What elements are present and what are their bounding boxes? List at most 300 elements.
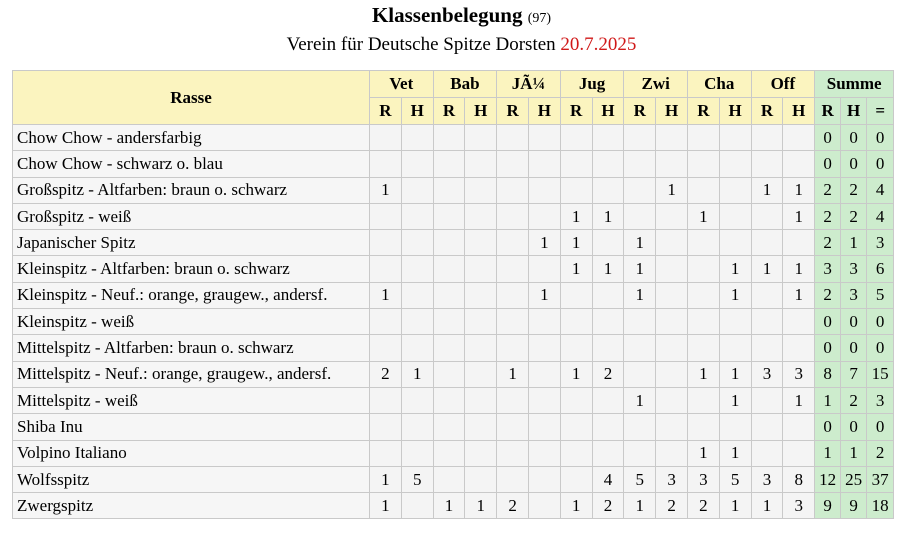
count-cell [370,414,402,440]
count-cell: 5 [401,466,433,492]
sum-cell: 1 [815,440,841,466]
sum-sub-header: = [867,98,894,125]
breed-name: Mittelspitz - Neuf.: orange, graugew., andersf. [13,361,370,387]
count-cell [719,335,751,361]
count-cell [592,125,624,151]
sum-cell: 0 [815,151,841,177]
count-cell [656,414,688,440]
count-cell: 2 [592,493,624,519]
count-cell [433,387,465,413]
table-row [13,230,894,256]
count-cell [465,335,497,361]
table-row [13,203,894,229]
class-table [12,70,894,519]
count-cell [528,466,560,492]
breed-name: Kleinspitz - Altfarben: braun o. schwarz [13,256,370,282]
title-text: Klassenbelegung [371,3,523,27]
count-cell: 2 [370,361,402,387]
count-cell: 1 [624,387,656,413]
page-title [0,2,923,32]
count-cell [656,387,688,413]
count-cell [656,440,688,466]
count-cell [497,151,529,177]
count-cell: 1 [528,230,560,256]
count-cell [401,177,433,203]
sum-cell: 4 [867,177,894,203]
count-cell: 1 [433,493,465,519]
count-cell [751,440,783,466]
sum-cell: 3 [815,256,841,282]
count-cell [433,203,465,229]
breed-name: Mittelspitz - weiß [13,387,370,413]
count-cell: 2 [592,361,624,387]
table-row [13,282,894,308]
count-cell: 1 [783,256,815,282]
count-cell: 1 [783,282,815,308]
count-cell [656,125,688,151]
sum-cell: 0 [841,151,867,177]
sum-cell: 8 [815,361,841,387]
sub-header: R [433,98,465,125]
count-cell [624,361,656,387]
sum-cell: 0 [867,151,894,177]
count-cell [433,466,465,492]
count-cell [370,309,402,335]
count-cell: 1 [528,282,560,308]
sum-cell: 2 [841,203,867,229]
sub-header: H [528,98,560,125]
count-cell: 1 [560,203,592,229]
count-cell [624,203,656,229]
count-cell [497,309,529,335]
breed-name: Großspitz - Altfarben: braun o. schwarz [13,177,370,203]
breed-name: Großspitz - weiß [13,203,370,229]
count-cell: 2 [656,493,688,519]
count-cell: 1 [687,361,719,387]
count-cell [465,125,497,151]
class-header: Zwi [624,71,688,98]
count-cell [783,414,815,440]
count-cell [592,414,624,440]
sum-cell: 3 [867,387,894,413]
sum-header: Summe [815,71,894,98]
count-cell: 1 [783,387,815,413]
sum-cell: 9 [841,493,867,519]
count-cell [719,414,751,440]
breed-name: Kleinspitz - weiß [13,309,370,335]
sum-cell: 0 [841,335,867,361]
count-cell [528,256,560,282]
count-cell [751,203,783,229]
count-cell: 3 [783,361,815,387]
count-cell [687,309,719,335]
count-cell [465,230,497,256]
count-cell [528,387,560,413]
count-cell [465,466,497,492]
count-cell: 1 [719,361,751,387]
sum-cell: 15 [867,361,894,387]
breed-name: Wolfsspitz [13,466,370,492]
count-cell [465,256,497,282]
sum-cell: 7 [841,361,867,387]
sub-header: H [465,98,497,125]
count-cell: 2 [687,493,719,519]
count-cell [592,151,624,177]
count-cell [656,230,688,256]
count-cell: 8 [783,466,815,492]
page-subtitle [0,32,923,58]
count-cell [401,256,433,282]
sum-cell: 2 [815,177,841,203]
sum-cell: 37 [867,466,894,492]
table-row [13,361,894,387]
sub-header: R [497,98,529,125]
count-cell: 1 [497,361,529,387]
class-header: JÃ¼ [497,71,561,98]
count-cell [656,335,688,361]
breed-column-header: Rasse [13,71,370,125]
count-cell: 1 [560,361,592,387]
count-cell: 1 [656,177,688,203]
entry-count: (97) [527,11,552,26]
class-header: Jug [560,71,624,98]
count-cell [497,387,529,413]
count-cell [370,256,402,282]
breed-name: Japanischer Spitz [13,230,370,256]
class-header: Vet [370,71,434,98]
count-cell [433,177,465,203]
count-cell [592,387,624,413]
count-cell: 4 [592,466,624,492]
count-cell [497,282,529,308]
breed-name: Zwergspitz [13,493,370,519]
sum-cell: 6 [867,256,894,282]
count-cell [560,387,592,413]
count-cell [401,203,433,229]
count-cell: 1 [370,493,402,519]
count-cell [719,203,751,229]
table-row [13,493,894,519]
table-row [13,335,894,361]
count-cell [370,203,402,229]
count-cell [751,335,783,361]
count-cell [560,125,592,151]
count-cell [465,309,497,335]
count-cell: 1 [624,230,656,256]
count-cell [687,335,719,361]
count-cell [528,361,560,387]
breed-name: Volpino Italiano [13,440,370,466]
count-cell: 5 [624,466,656,492]
count-cell [370,335,402,361]
count-cell [751,309,783,335]
club-name: Verein für Deutsche Spitze Dorsten [286,34,556,55]
count-cell [497,414,529,440]
count-cell: 1 [687,440,719,466]
count-cell [497,230,529,256]
count-cell [560,466,592,492]
sum-cell: 3 [867,230,894,256]
count-cell [624,414,656,440]
sum-cell: 1 [841,440,867,466]
count-cell [624,125,656,151]
count-cell [719,151,751,177]
count-cell [751,125,783,151]
count-cell [687,256,719,282]
sum-cell: 12 [815,466,841,492]
count-cell [497,203,529,229]
sum-cell: 4 [867,203,894,229]
count-cell [370,230,402,256]
count-cell: 1 [719,493,751,519]
count-cell [370,387,402,413]
count-cell: 3 [751,361,783,387]
sum-sub-header: H [841,98,867,125]
count-cell: 1 [719,256,751,282]
count-cell [751,282,783,308]
class-header: Off [751,71,815,98]
count-cell [528,151,560,177]
count-cell [624,309,656,335]
count-cell: 1 [624,493,656,519]
table-row [13,387,894,413]
count-cell [433,309,465,335]
count-cell [401,309,433,335]
count-cell: 1 [370,466,402,492]
count-cell [656,256,688,282]
count-cell [656,203,688,229]
sum-cell: 18 [867,493,894,519]
count-cell [497,177,529,203]
sub-header: R [624,98,656,125]
count-cell [719,125,751,151]
count-cell [560,151,592,177]
sum-cell: 5 [867,282,894,308]
sum-cell: 0 [815,335,841,361]
count-cell: 1 [783,177,815,203]
table-row [13,309,894,335]
count-cell [656,361,688,387]
count-cell [528,493,560,519]
count-cell [401,387,433,413]
breed-name: Mittelspitz - Altfarben: braun o. schwarz [13,335,370,361]
sub-header: H [592,98,624,125]
count-cell [401,125,433,151]
count-cell [592,309,624,335]
count-cell: 3 [687,466,719,492]
breed-name: Chow Chow - andersfarbig [13,125,370,151]
count-cell: 1 [560,256,592,282]
count-cell [656,309,688,335]
count-cell [656,151,688,177]
count-cell [497,466,529,492]
count-cell [433,256,465,282]
count-cell: 1 [401,361,433,387]
count-cell [497,440,529,466]
count-cell: 5 [719,466,751,492]
count-cell [401,151,433,177]
count-cell [687,177,719,203]
count-cell [624,151,656,177]
sum-cell: 0 [815,309,841,335]
sum-cell: 0 [815,125,841,151]
count-cell [433,230,465,256]
count-cell [401,440,433,466]
sub-header: H [719,98,751,125]
count-cell [433,335,465,361]
count-cell [719,309,751,335]
count-cell [783,335,815,361]
count-cell [497,125,529,151]
count-cell: 1 [624,282,656,308]
count-cell [751,151,783,177]
count-cell [560,414,592,440]
count-cell [592,177,624,203]
count-cell [401,335,433,361]
sub-header: H [783,98,815,125]
sum-cell: 2 [841,387,867,413]
count-cell [433,414,465,440]
table-row [13,466,894,492]
sum-cell: 3 [841,256,867,282]
count-cell [433,151,465,177]
count-cell [687,414,719,440]
count-cell [624,440,656,466]
count-cell: 3 [656,466,688,492]
count-cell [528,177,560,203]
count-cell [687,387,719,413]
count-cell [719,177,751,203]
count-cell [687,125,719,151]
count-cell: 3 [751,466,783,492]
sum-cell: 25 [841,466,867,492]
count-cell [370,125,402,151]
count-cell [465,177,497,203]
count-cell [401,493,433,519]
count-cell: 1 [687,203,719,229]
count-cell: 1 [719,282,751,308]
count-cell: 2 [497,493,529,519]
count-cell [719,230,751,256]
sub-header: R [751,98,783,125]
table-row [13,151,894,177]
count-cell [687,151,719,177]
count-cell: 3 [783,493,815,519]
count-cell: 1 [624,256,656,282]
sum-cell: 0 [841,309,867,335]
count-cell [560,335,592,361]
sum-cell: 0 [815,414,841,440]
count-cell [560,309,592,335]
count-cell: 1 [560,230,592,256]
count-cell [401,282,433,308]
count-cell [751,387,783,413]
count-cell [783,309,815,335]
count-cell [401,230,433,256]
sum-cell: 1 [841,230,867,256]
count-cell [783,440,815,466]
sum-cell: 0 [867,335,894,361]
count-cell [592,440,624,466]
count-cell [433,125,465,151]
table-row [13,125,894,151]
count-cell [687,230,719,256]
count-cell [528,335,560,361]
count-cell [751,414,783,440]
sum-cell: 0 [841,414,867,440]
count-cell [592,282,624,308]
breed-name: Shiba Inu [13,414,370,440]
count-cell [560,282,592,308]
count-cell: 1 [592,203,624,229]
sum-cell: 2 [841,177,867,203]
count-cell: 1 [560,493,592,519]
sum-cell: 1 [815,387,841,413]
count-cell [497,256,529,282]
count-cell [370,151,402,177]
count-cell [465,282,497,308]
count-cell [465,203,497,229]
count-cell: 1 [719,387,751,413]
count-cell [560,440,592,466]
class-header: Cha [687,71,751,98]
sum-cell: 2 [867,440,894,466]
sum-cell: 2 [815,203,841,229]
sum-cell: 3 [841,282,867,308]
count-cell: 1 [751,256,783,282]
sum-cell: 0 [867,309,894,335]
count-cell: 1 [370,282,402,308]
count-cell [465,387,497,413]
count-cell [751,230,783,256]
count-cell [783,125,815,151]
class-header: Bab [433,71,497,98]
sum-cell: 0 [841,125,867,151]
breed-name: Kleinspitz - Neuf.: orange, graugew., andersf. [13,282,370,308]
count-cell: 1 [370,177,402,203]
count-cell [624,177,656,203]
sum-cell: 2 [815,230,841,256]
count-cell: 1 [592,256,624,282]
count-cell [401,414,433,440]
show-date: 20.7.2025 [560,34,637,55]
count-cell [433,361,465,387]
count-cell [592,335,624,361]
count-cell [497,335,529,361]
count-cell [560,177,592,203]
count-cell [433,282,465,308]
page-header [0,0,923,58]
count-cell [783,230,815,256]
count-cell [465,414,497,440]
count-cell [592,230,624,256]
count-cell [528,125,560,151]
table-row [13,256,894,282]
count-cell [528,203,560,229]
sub-header: R [687,98,719,125]
breed-name: Chow Chow - schwarz o. blau [13,151,370,177]
sum-cell: 0 [867,414,894,440]
count-cell [528,440,560,466]
count-cell [433,440,465,466]
count-cell [783,151,815,177]
sum-sub-header: R [815,98,841,125]
count-cell [465,440,497,466]
count-cell [465,151,497,177]
sum-cell: 0 [867,125,894,151]
count-cell [465,361,497,387]
sub-header: R [560,98,592,125]
